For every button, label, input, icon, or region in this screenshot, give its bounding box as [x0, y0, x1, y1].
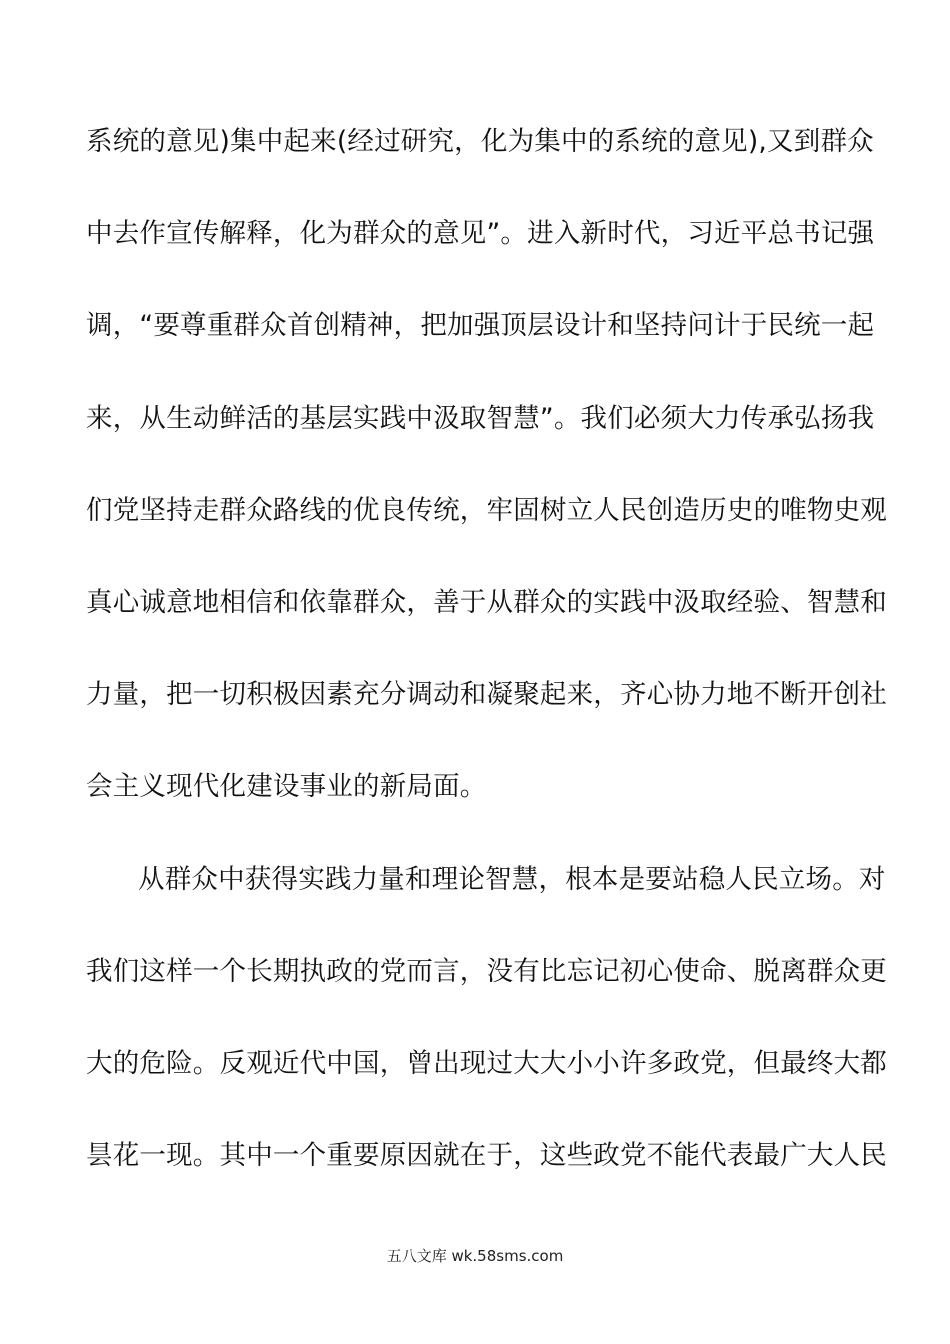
text-line: 来，从生动鲜活的基层实践中汲取智慧”。我们必须大力传承弘扬我 — [86, 402, 875, 434]
footer-watermark: 五八文库 wk.58sms.com — [386, 1247, 564, 1265]
text-line: 力量，把一切积极因素充分调动和凝聚起来，齐心协力地不断开创社 — [86, 679, 887, 711]
text-line: 大的危险。反观近代中国，曾出现过大大小小许多政党，但最终大都 — [86, 1047, 887, 1079]
text-line: 真心诚意地相信和依靠群众，善于从群众的实践中汲取经验、智慧和 — [86, 586, 887, 618]
text-line: 我们这样一个长期执政的党而言，没有比忘记初心使命、脱离群众更 — [86, 955, 887, 987]
body-text — [86, 122, 887, 1228]
text-line: 中去作宣传解释，化为群众的意见”。进入新时代，习近平总书记强 — [86, 218, 875, 250]
text-line: 系统的意见)集中起来(经过研究，化为集中的系统的意见),又到群众 — [86, 126, 874, 157]
text-line: 们党坚持走群众路线的优良传统，牢固树立人民创造历史的唯物史观 — [86, 494, 887, 526]
paragraph-start-line: 从群众中获得实践力量和理论智慧，根本是要站稳人民立场。对 — [138, 863, 886, 895]
text-line: 昙花一现。其中一个重要原因就在于，这些政党不能代表最广大人民 — [86, 1140, 887, 1172]
text-line: 调，“要尊重群众首创精神，把加强顶层设计和坚持问计于民统一起 — [86, 310, 875, 342]
text-line: 会主义现代化建设事业的新局面。 — [86, 771, 487, 803]
